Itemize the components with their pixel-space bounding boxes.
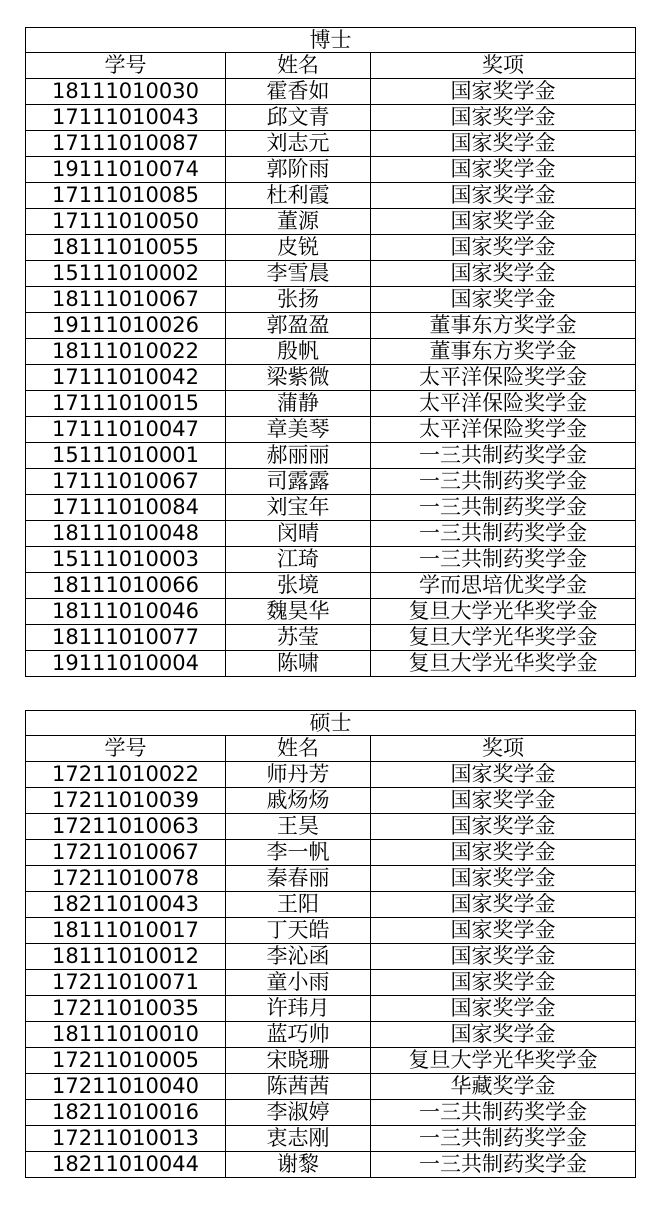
award-cell: 国家奖学金 <box>371 157 636 183</box>
table-row <box>26 469 636 495</box>
student-name-cell: 闵晴 <box>226 521 371 547</box>
award-cell: 董事东方奖学金 <box>371 313 636 339</box>
award-cell: 国家奖学金 <box>371 261 636 287</box>
student-id-cell: 18111010077 <box>26 625 226 651</box>
table-row <box>26 1074 636 1100</box>
student-id-cell: 17111010043 <box>26 105 226 131</box>
student-id-cell: 18211010043 <box>26 892 226 918</box>
name-header: 姓名 <box>226 53 371 79</box>
award-cell: 国家奖学金 <box>371 1022 636 1048</box>
student-name-cell: 董源 <box>226 209 371 235</box>
table-row <box>26 651 636 677</box>
student-name-cell: 李雪晨 <box>226 261 371 287</box>
phd-title-row <box>26 28 636 53</box>
name-header: 姓名 <box>226 736 371 762</box>
table-row <box>26 918 636 944</box>
table-row <box>26 131 636 157</box>
award-cell: 一三共制药奖学金 <box>371 521 636 547</box>
table-row <box>26 365 636 391</box>
student-name-cell: 刘志元 <box>226 131 371 157</box>
student-name-cell: 张扬 <box>226 287 371 313</box>
student-id-cell: 17111010087 <box>26 131 226 157</box>
student-name-cell: 魏昊华 <box>226 599 371 625</box>
student-name-cell: 张境 <box>226 573 371 599</box>
student-name-cell: 蓝巧帅 <box>226 1022 371 1048</box>
table-row <box>26 287 636 313</box>
award-cell: 国家奖学金 <box>371 918 636 944</box>
student-id-cell: 17211010039 <box>26 788 226 814</box>
table-row <box>26 599 636 625</box>
student-id-cell: 18111010010 <box>26 1022 226 1048</box>
award-cell: 国家奖学金 <box>371 105 636 131</box>
student-name-cell: 戚炀炀 <box>226 788 371 814</box>
student-name-cell: 邱文青 <box>226 105 371 131</box>
student-name-cell: 江琦 <box>226 547 371 573</box>
master-section-title: 硕士 <box>26 711 636 736</box>
award-cell: 国家奖学金 <box>371 996 636 1022</box>
student-name-cell: 郭阶雨 <box>226 157 371 183</box>
award-cell: 国家奖学金 <box>371 287 636 313</box>
award-cell: 一三共制药奖学金 <box>371 1152 636 1178</box>
award-cell: 国家奖学金 <box>371 183 636 209</box>
student-name-cell: 殷帆 <box>226 339 371 365</box>
award-cell: 一三共制药奖学金 <box>371 547 636 573</box>
student-id-cell: 17211010013 <box>26 1126 226 1152</box>
award-cell: 太平洋保险奖学金 <box>371 365 636 391</box>
student-id-cell: 17211010067 <box>26 840 226 866</box>
student-name-cell: 司露露 <box>226 469 371 495</box>
student-name-cell: 皮锐 <box>226 235 371 261</box>
phd-award-table <box>25 27 636 677</box>
award-cell: 太平洋保险奖学金 <box>371 417 636 443</box>
award-cell: 国家奖学金 <box>371 235 636 261</box>
student-id-cell: 17111010050 <box>26 209 226 235</box>
table-row <box>26 443 636 469</box>
student-id-cell: 18111010066 <box>26 573 226 599</box>
student-name-cell: 王昊 <box>226 814 371 840</box>
table-row <box>26 105 636 131</box>
student-id-cell: 18111010046 <box>26 599 226 625</box>
student-name-cell: 师丹芳 <box>226 762 371 788</box>
award-cell: 一三共制药奖学金 <box>371 1126 636 1152</box>
student-name-cell: 王阳 <box>226 892 371 918</box>
student-id-header: 学号 <box>26 736 226 762</box>
table-row <box>26 892 636 918</box>
award-cell: 国家奖学金 <box>371 866 636 892</box>
master-title-row <box>26 711 636 736</box>
master-header-row <box>26 736 636 762</box>
student-id-cell: 18111010022 <box>26 339 226 365</box>
phd-table-body <box>26 79 636 677</box>
table-row <box>26 339 636 365</box>
award-cell: 一三共制药奖学金 <box>371 1100 636 1126</box>
award-cell: 复旦大学光华奖学金 <box>371 651 636 677</box>
student-name-cell: 章美琴 <box>226 417 371 443</box>
award-cell: 国家奖学金 <box>371 840 636 866</box>
master-table-body <box>26 762 636 1178</box>
award-cell: 国家奖学金 <box>371 892 636 918</box>
phd-header-row <box>26 53 636 79</box>
table-row <box>26 313 636 339</box>
award-cell: 一三共制药奖学金 <box>371 469 636 495</box>
table-row <box>26 79 636 105</box>
student-id-header: 学号 <box>26 53 226 79</box>
award-cell: 华藏奖学金 <box>371 1074 636 1100</box>
student-name-cell: 陈茜茜 <box>226 1074 371 1100</box>
table-row <box>26 1152 636 1178</box>
student-id-cell: 17211010063 <box>26 814 226 840</box>
student-name-cell: 丁天皓 <box>226 918 371 944</box>
student-id-cell: 18111010030 <box>26 79 226 105</box>
student-id-cell: 18211010044 <box>26 1152 226 1178</box>
student-id-cell: 19111010074 <box>26 157 226 183</box>
table-row <box>26 1100 636 1126</box>
student-name-cell: 李一帆 <box>226 840 371 866</box>
table-row <box>26 814 636 840</box>
student-id-cell: 19111010026 <box>26 313 226 339</box>
award-header: 奖项 <box>371 736 636 762</box>
table-row <box>26 391 636 417</box>
student-id-cell: 17111010015 <box>26 391 226 417</box>
student-id-cell: 17211010078 <box>26 866 226 892</box>
master-award-table <box>25 710 636 1178</box>
phd-section-title: 博士 <box>26 28 636 53</box>
table-row <box>26 521 636 547</box>
student-name-cell: 童小雨 <box>226 970 371 996</box>
student-id-cell: 18111010012 <box>26 944 226 970</box>
award-cell: 国家奖学金 <box>371 79 636 105</box>
student-id-cell: 17111010084 <box>26 495 226 521</box>
award-cell: 一三共制药奖学金 <box>371 443 636 469</box>
student-name-cell: 蒲静 <box>226 391 371 417</box>
table-row <box>26 970 636 996</box>
student-name-cell: 杜利霞 <box>226 183 371 209</box>
student-id-cell: 15111010001 <box>26 443 226 469</box>
award-cell: 国家奖学金 <box>371 762 636 788</box>
student-id-cell: 18111010017 <box>26 918 226 944</box>
student-name-cell: 陈啸 <box>226 651 371 677</box>
student-id-cell: 18111010067 <box>26 287 226 313</box>
student-id-cell: 18211010016 <box>26 1100 226 1126</box>
student-name-cell: 苏莹 <box>226 625 371 651</box>
award-cell: 国家奖学金 <box>371 970 636 996</box>
award-cell: 国家奖学金 <box>371 944 636 970</box>
award-cell: 国家奖学金 <box>371 814 636 840</box>
student-id-cell: 17211010071 <box>26 970 226 996</box>
award-cell: 太平洋保险奖学金 <box>371 391 636 417</box>
award-cell: 一三共制药奖学金 <box>371 495 636 521</box>
table-row <box>26 209 636 235</box>
student-id-cell: 17211010022 <box>26 762 226 788</box>
award-cell: 复旦大学光华奖学金 <box>371 625 636 651</box>
student-id-cell: 18111010055 <box>26 235 226 261</box>
table-row <box>26 183 636 209</box>
student-name-cell: 许玮月 <box>226 996 371 1022</box>
student-id-cell: 15111010003 <box>26 547 226 573</box>
table-row <box>26 996 636 1022</box>
award-header: 奖项 <box>371 53 636 79</box>
table-row <box>26 1126 636 1152</box>
student-name-cell: 李沁函 <box>226 944 371 970</box>
student-name-cell: 郭盈盈 <box>226 313 371 339</box>
student-id-cell: 17211010040 <box>26 1074 226 1100</box>
student-id-cell: 17111010085 <box>26 183 226 209</box>
table-row <box>26 235 636 261</box>
student-name-cell: 霍香如 <box>226 79 371 105</box>
table-row <box>26 762 636 788</box>
award-cell: 学而思培优奖学金 <box>371 573 636 599</box>
award-cell: 董事东方奖学金 <box>371 339 636 365</box>
student-name-cell: 刘宝年 <box>226 495 371 521</box>
student-id-cell: 17111010042 <box>26 365 226 391</box>
student-name-cell: 梁紫微 <box>226 365 371 391</box>
student-id-cell: 15111010002 <box>26 261 226 287</box>
table-row <box>26 417 636 443</box>
table-row <box>26 866 636 892</box>
student-name-cell: 秦春丽 <box>226 866 371 892</box>
table-row <box>26 573 636 599</box>
table-row <box>26 788 636 814</box>
student-id-cell: 17211010005 <box>26 1048 226 1074</box>
award-cell: 复旦大学光华奖学金 <box>371 1048 636 1074</box>
table-row <box>26 157 636 183</box>
table-row <box>26 840 636 866</box>
student-id-cell: 17211010035 <box>26 996 226 1022</box>
table-row <box>26 547 636 573</box>
award-cell: 国家奖学金 <box>371 131 636 157</box>
table-row <box>26 625 636 651</box>
table-row <box>26 261 636 287</box>
student-id-cell: 17111010067 <box>26 469 226 495</box>
student-name-cell: 李淑婷 <box>226 1100 371 1126</box>
award-cell: 国家奖学金 <box>371 209 636 235</box>
student-id-cell: 17111010047 <box>26 417 226 443</box>
student-name-cell: 郝丽丽 <box>226 443 371 469</box>
table-row <box>26 495 636 521</box>
award-cell: 复旦大学光华奖学金 <box>371 599 636 625</box>
table-row <box>26 1022 636 1048</box>
student-id-cell: 19111010004 <box>26 651 226 677</box>
award-cell: 国家奖学金 <box>371 788 636 814</box>
table-row <box>26 944 636 970</box>
table-row <box>26 1048 636 1074</box>
student-name-cell: 宋晓珊 <box>226 1048 371 1074</box>
student-id-cell: 18111010048 <box>26 521 226 547</box>
student-name-cell: 衷志刚 <box>226 1126 371 1152</box>
student-name-cell: 谢黎 <box>226 1152 371 1178</box>
